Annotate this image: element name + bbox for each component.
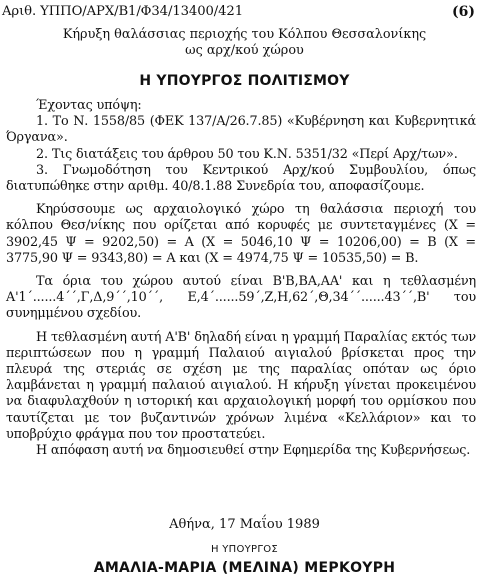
spacer [6, 195, 476, 202]
spacer [6, 267, 476, 274]
signer-role: Η ΥΠΟΥΡΓΟΣ [210, 544, 279, 555]
regard-item-2: 2. Τις διατάξεις του άρθρου 50 του Κ.Ν. 5351/32 «Περί Αρχ/των». [36, 146, 458, 162]
having-regard-label: Έχοντας υπόψη: [36, 98, 142, 113]
page-number: (6) [452, 4, 475, 20]
signer-name: ΑΜΑΛΙΑ-ΜΑΡΙΑ (ΜΕΛΙΝΑ) ΜΕΡΚΟΥΡΗ [93, 560, 396, 576]
issuer-heading: Η ΥΠΟΥΡΓΟΣ ΠΟΛΙΤΙΣΜΟΥ [139, 73, 350, 89]
boundaries-paragraph: Τα όρια του χώρου αυτού είναι Β'Β,ΒΑ,ΑΑ' και η τεθλασμένη Α'1΄......4΄΄,Γ,Δ,9΄΄,10΄΄, Ε,4΄......59΄,Ζ,Η,62΄,Θ,34΄΄......43΄΄,Β' του συνημμένου σχεδίου. [6, 274, 476, 322]
rationale-paragraph: Η τεθλασμένη αυτή Α'Β' δηλαδή είναι η γραμμή Παραλίας εκτός των περιπτώσεων που η γραμμή Παλαιού αιγιαλού βρίσκεται προς την πλευρά της στεριάς σε σχέση με της παραλίας οπόταν ως όριο λαμβάνεται η γραμμή παλαιού αιγιαλού. Η κήρυξη γίνεται προκειμένου να διαφυλαχθούν η ιστορική και αρχαιολογική μορφή του ορμίσκου που ταυτίζεται με τον βυζαντινών χρόνων λιμένα «Κελλάριον» και το υποβρύχιο φράγμα που τον προστατεύει. [6, 329, 476, 442]
decision-reference: Αριθ. ΥΠΠΟ/ΑΡΧ/Β1/Φ34/13400/421 [2, 4, 243, 19]
regard-item-1: 1. Το Ν. 1558/85 (ΦΕΚ 137/Α/26.7.85) «Κυβέρνηση και Κυβερνητικά Όργανα». [6, 114, 476, 146]
subject-line-2: ως αρχ/κού χώρου [185, 43, 304, 58]
decision-subject [0, 27, 489, 59]
spacer [6, 323, 476, 330]
regard-item-3: 3. Γνωμοδότηση του Κεντρικού Αρχ/κού Συμβουλίου, όπως διατυπώθηκε στην αριθμ. 40/8.1.88 Συνεδρία του, αποφασίζουμε. [6, 162, 476, 195]
place-date: Αθήνα, 17 Μαΐου 1989 [169, 517, 320, 532]
publication-paragraph: Η απόφαση αυτή να δημοσιευθεί στην Εφημερίδα της Κυβερνήσεως. [36, 443, 471, 459]
declaration-paragraph: Κηρύσσουμε ως αρχαιολογικό χώρο τη θαλάσσια περιοχή του κόλπου Θεσ/νίκης που ορίζεται από κορυφές με συντεταγμένες (Χ = 3902,45 Ψ = 9202,50) = Α (Χ = 5046,10 Ψ = 10206,00) = Β (Χ = 3775,90 Ψ = 9343,80) = Α και (Χ = 4974,75 Ψ = 10535,50) = Β. [6, 202, 476, 266]
decision-body [6, 98, 476, 459]
subject-line-1: Κήρυξη θαλάσσιας περιοχής του Κόλπου Θεσσαλονίκης [62, 27, 427, 42]
